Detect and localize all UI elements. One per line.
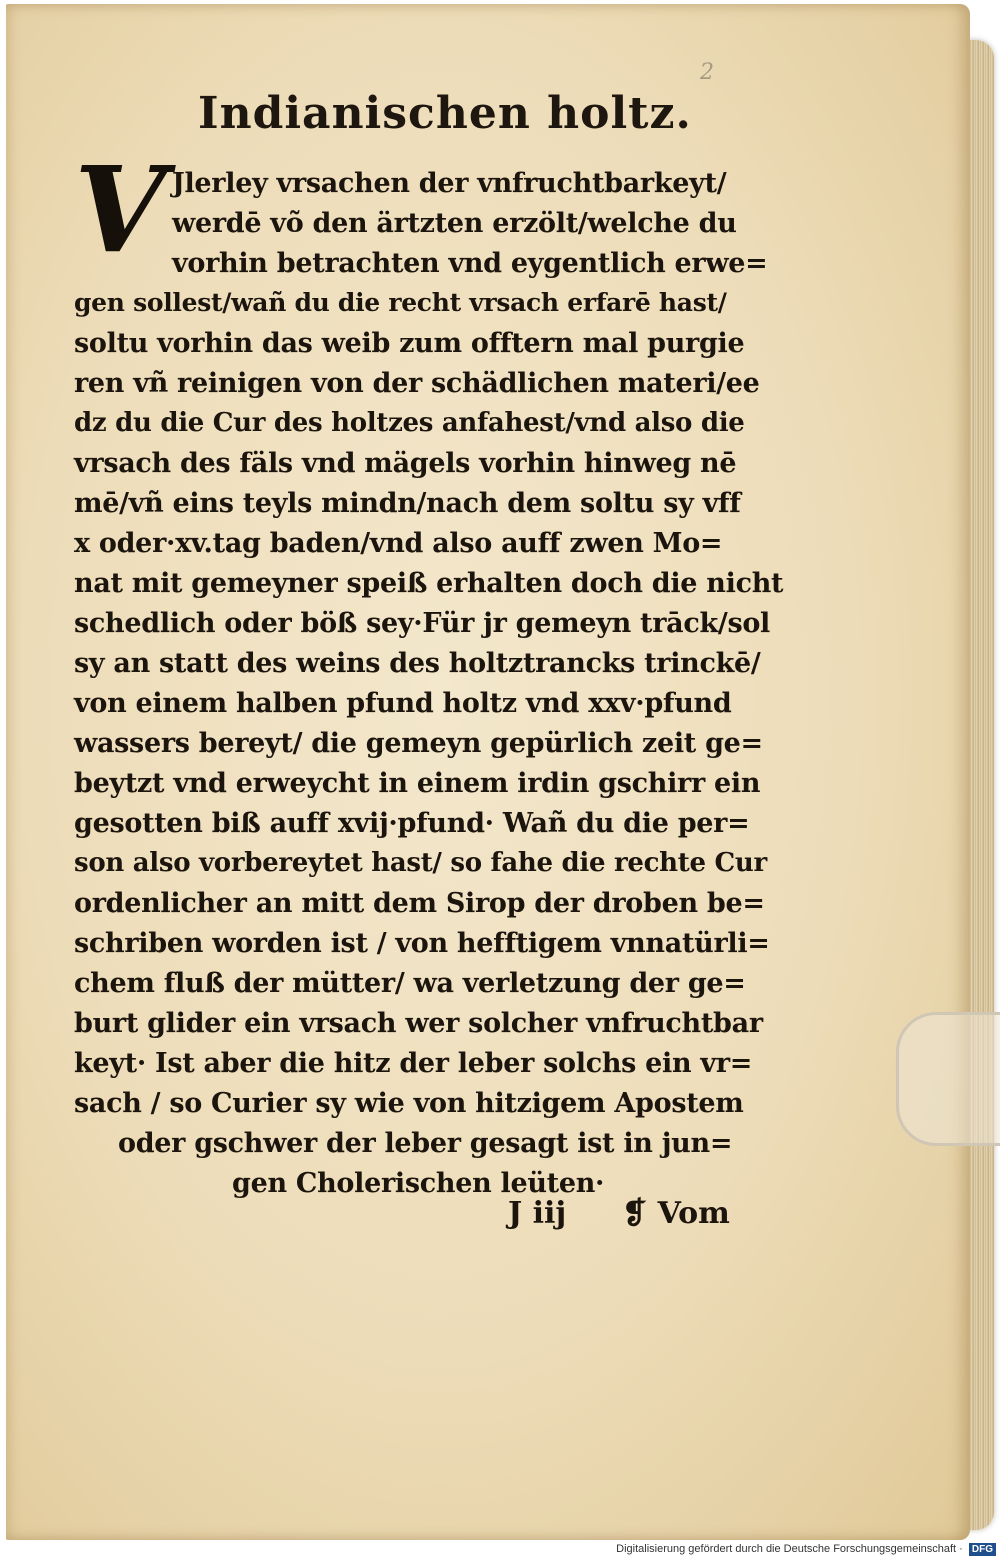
text-line: ordenlicher an mitt dem Sirop der droben be=: [74, 888, 765, 919]
text-line: gesotten biß auff xvij·pfund· Wañ du die per=: [74, 808, 750, 839]
text-line: keyt· Ist aber die hitz der leber solchs ein vr=: [74, 1048, 753, 1079]
text-line: ren vñ reinigen von der schädlichen materi/ee: [74, 368, 760, 399]
digitization-credit: [560, 1540, 996, 1558]
text-line: sach / so Curier sy wie von hitzigem Apostem: [74, 1088, 744, 1119]
text-line: schedlich oder böß sey·Für jr gemeyn trāck/sol: [74, 608, 771, 639]
dfg-logo: DFG: [969, 1543, 996, 1556]
text-line: son also vorbereytet hast/ so fahe die rechte Cur: [74, 848, 767, 878]
text-line: nat mit gemeyner speiß erhalten doch die nicht: [74, 568, 784, 599]
text-line: schriben worden ist / von hefftigem vnnatürli=: [74, 928, 770, 959]
text-line: gen sollest/wañ du die recht vrsach erfarē hast/: [74, 288, 727, 317]
text-line: gen Cholerischen leüten·: [232, 1168, 605, 1199]
decorated-initial: V: [74, 140, 166, 279]
text-line: chem fluß der mütter/ wa verletzung der ge=: [74, 968, 746, 999]
text-line: beytzt vnd erweycht in einem irdin gschirr ein: [74, 768, 761, 799]
credit-text: Digitalisierung gefördert durch die Deutsche Forschungsgemeinschaft ·: [616, 1543, 963, 1555]
page-holder-clip: [896, 1012, 1000, 1146]
text-line: Jlerley vrsachen der vnfruchtbarkeyt/: [172, 168, 727, 199]
text-line: soltu vorhin das weib zum offtern mal purgie: [74, 328, 745, 359]
text-line: von einem halben pfund holtz vnd xxv·pfund: [74, 688, 732, 719]
text-line: vrsach des fäls vnd mägels vorhin hinweg nē: [74, 448, 737, 479]
text-line: vorhin betrachten vnd eygentlich erwe=: [172, 248, 768, 279]
text-line: oder gschwer der leber gesagt ist in jun=: [118, 1128, 733, 1159]
running-heading: Indianischen holtz.: [198, 88, 692, 139]
pencil-page-number: 2: [700, 60, 714, 85]
text-line: burt glider ein vrsach wer solcher vnfruchtbar: [74, 1008, 763, 1039]
catchword: ❡ Vom: [622, 1196, 730, 1231]
signature-mark: J iij: [508, 1196, 567, 1231]
text-line: mē/vñ eins teyls mindn/nach dem soltu sy vff: [74, 488, 741, 519]
text-line: dz du die Cur des holtzes anfahest/vnd also die: [74, 408, 745, 438]
text-line: x oder·xv.tag baden/vnd also auff zwen Mo=: [74, 528, 723, 559]
text-line: werdē võ den ärtzten erzölt/welche du: [172, 208, 737, 239]
text-line: sy an statt des weins des holtztrancks trinckē/: [74, 648, 761, 679]
text-line: wassers bereyt/ die gemeyn gepürlich zeit ge=: [74, 728, 763, 759]
